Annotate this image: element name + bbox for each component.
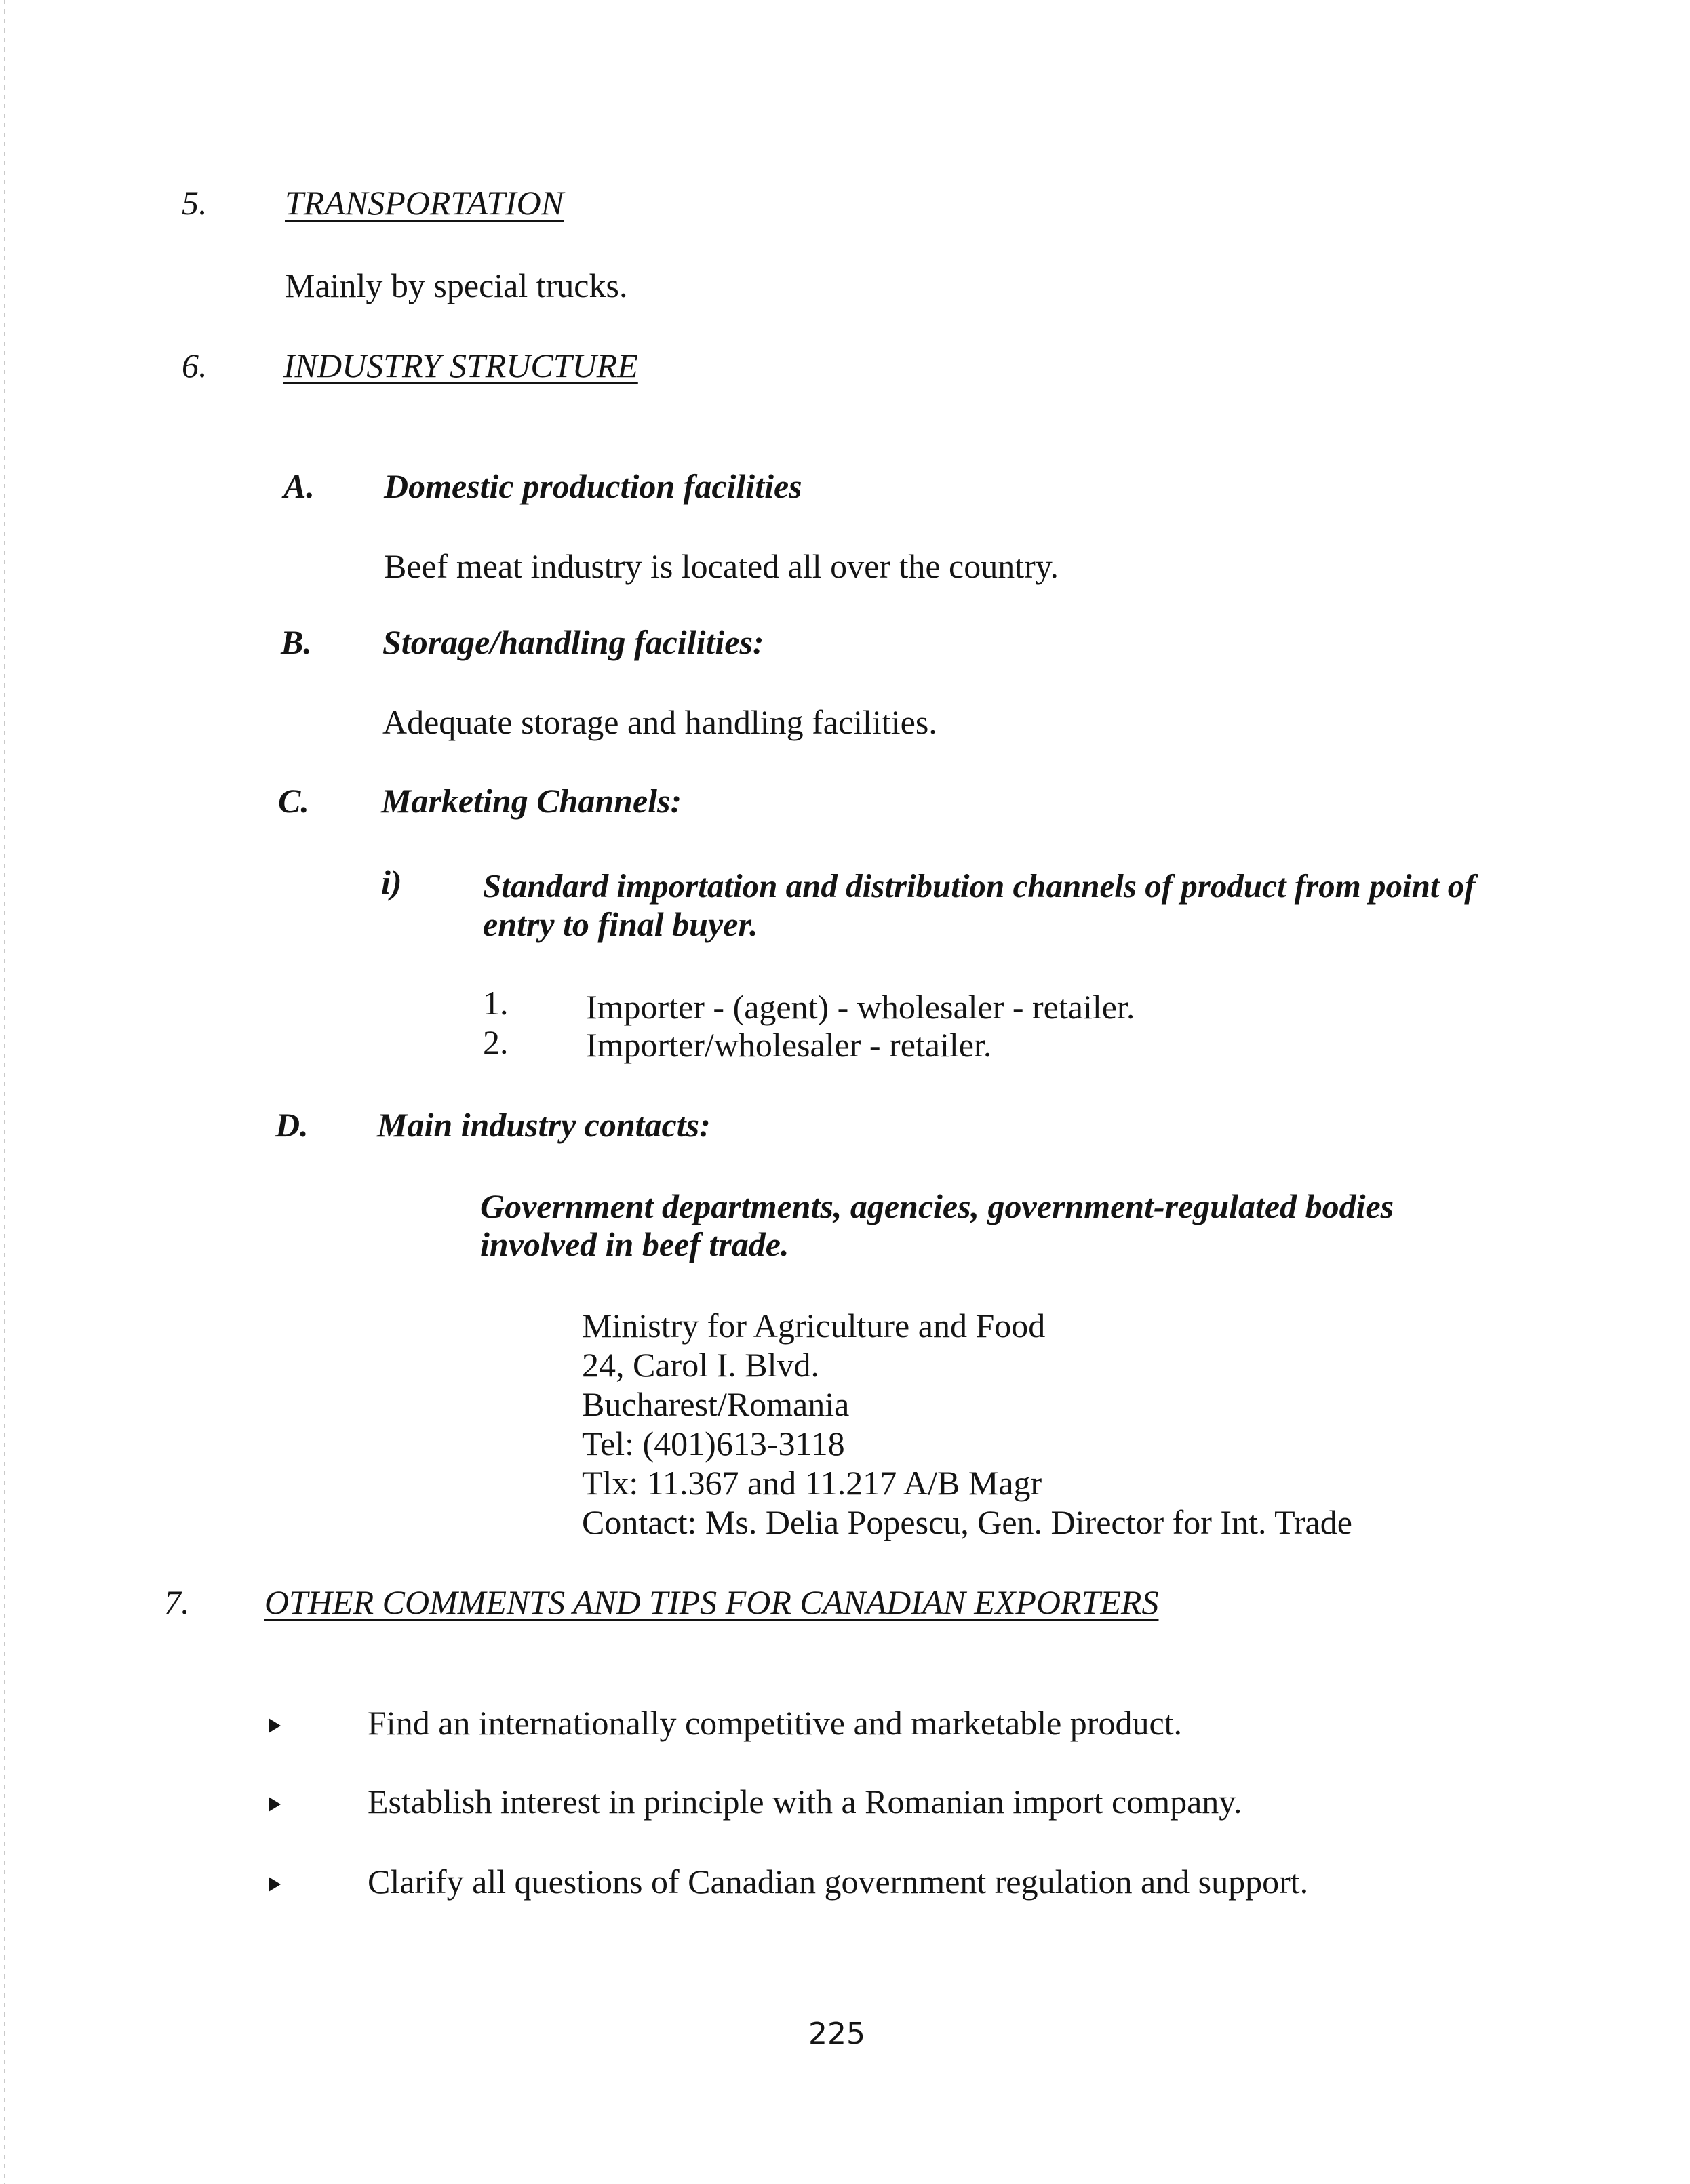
subsection-d-intro-line2: involved in beef trade. bbox=[480, 1225, 789, 1263]
section-5-text: Mainly by special trucks. bbox=[285, 266, 628, 304]
subsection-b-letter: B. bbox=[281, 623, 312, 661]
tip-bullet-text: Establish interest in principle with a Romanian import company. bbox=[368, 1783, 1242, 1821]
contact-organization: Ministry for Agriculture and Food bbox=[582, 1307, 1046, 1345]
channel-item-text: Importer/wholesaler - retailer. bbox=[586, 1026, 992, 1064]
subsection-c-i-heading-line1: Standard importation and distribution channels of product from point of bbox=[483, 867, 1476, 905]
subsection-c-i-heading-line2: entry to final buyer. bbox=[483, 905, 758, 943]
contact-telephone: Tel: (401)613-3118 bbox=[582, 1425, 845, 1463]
contact-street: 24, Carol I. Blvd. bbox=[582, 1346, 819, 1384]
subsection-d-intro-line1: Government departments, agencies, government-regulated bodies bbox=[480, 1187, 1394, 1225]
tip-bullet-text: Find an internationally competitive and marketable product. bbox=[368, 1704, 1183, 1742]
subsection-b-text: Adequate storage and handling facilities. bbox=[382, 703, 937, 741]
contact-city: Bucharest/Romania bbox=[582, 1385, 850, 1423]
subsection-d-letter: D. bbox=[275, 1106, 309, 1144]
channel-item-number: 1. bbox=[483, 984, 509, 1022]
subsection-c-heading: Marketing Channels: bbox=[381, 782, 682, 820]
channel-item-text: Importer - (agent) - wholesaler - retailer. bbox=[586, 988, 1135, 1026]
bullet-arrow-icon bbox=[269, 1718, 281, 1733]
subsection-c-i-marker: i) bbox=[381, 863, 402, 901]
bullet-arrow-icon bbox=[269, 1877, 281, 1892]
section-6-title: INDUSTRY STRUCTURE bbox=[283, 346, 638, 384]
subsection-b-heading: Storage/handling facilities: bbox=[382, 623, 764, 661]
section-5-title: TRANSPORTATION bbox=[285, 184, 564, 222]
section-7-number: 7. bbox=[164, 1583, 190, 1621]
subsection-d-heading: Main industry contacts: bbox=[377, 1106, 711, 1144]
contact-telex: Tlx: 11.367 and 11.217 A/B Magr bbox=[582, 1464, 1042, 1502]
section-7-title: OTHER COMMENTS AND TIPS FOR CANADIAN EXPORTERS bbox=[264, 1583, 1159, 1621]
subsection-a-text: Beef meat industry is located all over the country. bbox=[384, 547, 1059, 585]
section-6-number: 6. bbox=[182, 346, 208, 384]
tip-bullet-text: Clarify all questions of Canadian government regulation and support. bbox=[368, 1863, 1309, 1901]
subsection-c-letter: C. bbox=[278, 782, 309, 820]
channel-item-number: 2. bbox=[483, 1023, 509, 1061]
page-number: 225 bbox=[808, 2017, 865, 2051]
subsection-a-letter: A. bbox=[283, 467, 315, 505]
contact-person: Contact: Ms. Delia Popescu, Gen. Director for Int. Trade bbox=[582, 1503, 1352, 1541]
section-5-number: 5. bbox=[182, 184, 208, 222]
bullet-arrow-icon bbox=[269, 1797, 281, 1812]
scan-edge-divider bbox=[4, 0, 5, 2184]
subsection-a-heading: Domestic production facilities bbox=[384, 467, 802, 505]
